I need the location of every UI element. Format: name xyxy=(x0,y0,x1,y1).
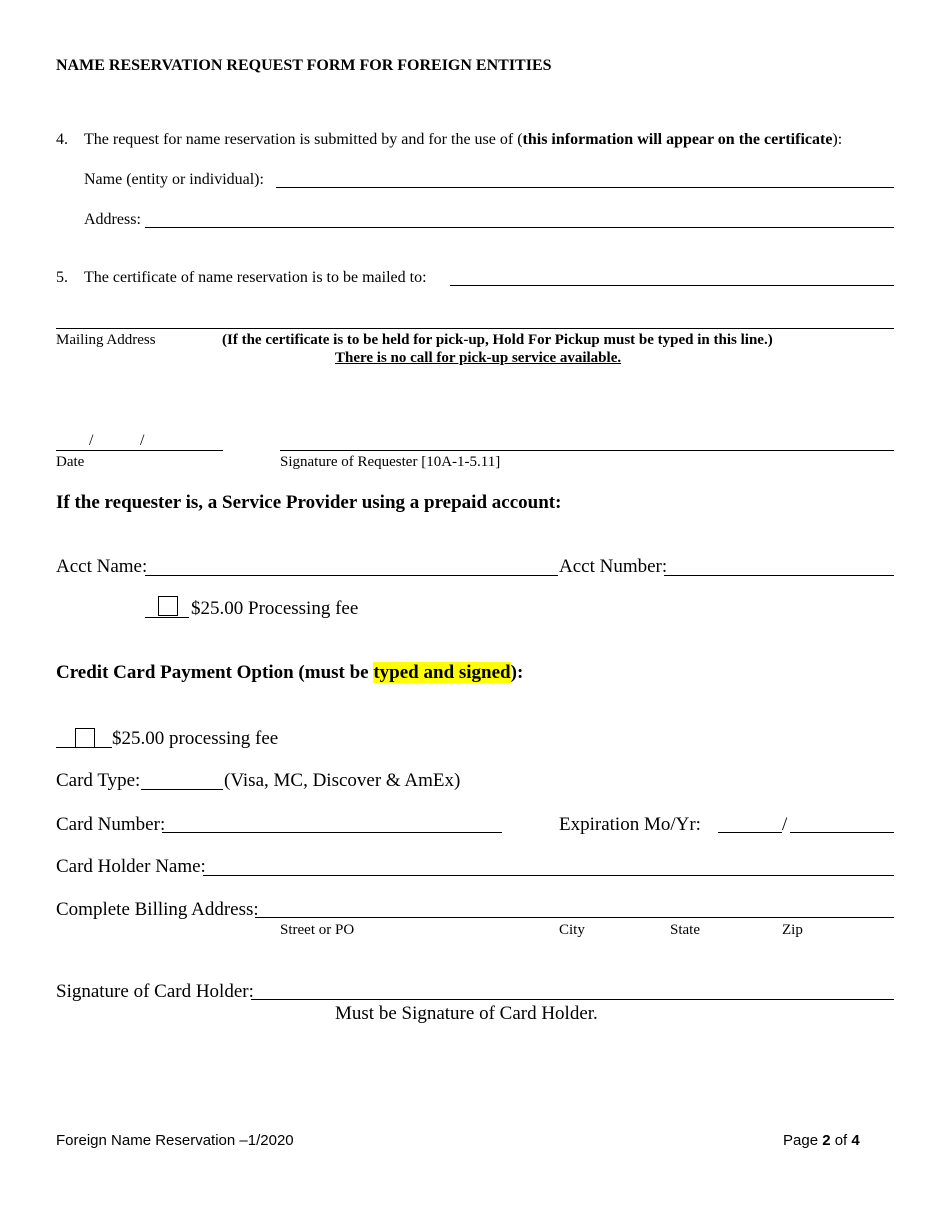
card-number-input-line[interactable] xyxy=(162,832,502,833)
card-holder-signature-label: Signature of Card Holder: xyxy=(56,981,254,1002)
requester-signature-line[interactable] xyxy=(280,450,894,451)
credit-card-heading: Credit Card Payment Option (must be typed and signed): xyxy=(56,662,524,683)
card-holder-signature-line[interactable] xyxy=(251,999,894,1000)
expiration-month-line[interactable] xyxy=(718,832,782,833)
footer-page-number: Page 2 of 4 xyxy=(783,1132,860,1149)
acct-name-label: Acct Name: xyxy=(56,556,148,577)
footer-form-version: Foreign Name Reservation –1/2020 xyxy=(56,1132,294,1149)
no-pickup-service-note: There is no call for pick-up service available. xyxy=(335,350,622,366)
acct-number-input-line[interactable] xyxy=(664,575,894,576)
acct-number-label: Acct Number: xyxy=(559,556,668,577)
address-label: Address: xyxy=(84,211,141,228)
card-number-label: Card Number: xyxy=(56,814,166,835)
billing-street-caption: Street or PO xyxy=(280,922,355,938)
mailing-address-input-line[interactable] xyxy=(56,328,894,329)
card-holder-name-label: Card Holder Name: xyxy=(56,856,206,877)
mailing-address-label: Mailing Address xyxy=(56,332,156,348)
expiration-year-line[interactable] xyxy=(790,832,894,833)
credit-fee-label: $25.00 processing fee xyxy=(112,728,279,749)
date-slash-2: / xyxy=(140,432,145,449)
billing-zip-caption: Zip xyxy=(782,922,803,938)
section-5-number: 5. xyxy=(56,269,68,286)
card-type-hint: (Visa, MC, Discover & AmEx) xyxy=(224,770,461,791)
date-label: Date xyxy=(56,454,85,470)
card-holder-name-input-line[interactable] xyxy=(203,875,894,876)
card-type-input-line[interactable] xyxy=(141,789,223,790)
billing-state-caption: State xyxy=(670,922,700,938)
section-4-intro: The request for name reservation is submitted by and for the use of (this information will appear on the certificate): xyxy=(84,131,843,148)
expiration-slash: / xyxy=(782,814,788,835)
date-slash-1: / xyxy=(89,432,94,449)
page-title: NAME RESERVATION REQUEST FORM FOR FOREIGN ENTITIES xyxy=(56,57,552,74)
prepaid-fee-checkbox[interactable] xyxy=(158,596,178,616)
prepaid-fee-label: $25.00 Processing fee xyxy=(191,598,359,619)
date-input-line[interactable] xyxy=(56,450,223,451)
service-provider-heading: If the requester is, a Service Provider using a prepaid account: xyxy=(56,492,562,513)
expiration-label: Expiration Mo/Yr: xyxy=(559,814,701,835)
billing-city-caption: City xyxy=(559,922,585,938)
name-label: Name (entity or individual): xyxy=(84,171,264,188)
card-holder-signature-note: Must be Signature of Card Holder. xyxy=(335,1003,598,1024)
card-type-label: Card Type: xyxy=(56,770,141,791)
billing-address-label: Complete Billing Address: xyxy=(56,899,259,920)
name-input-line[interactable] xyxy=(276,187,894,188)
mailed-to-label: The certificate of name reservation is to be mailed to: xyxy=(84,269,427,286)
section-4-number: 4. xyxy=(56,131,68,148)
address-input-line[interactable] xyxy=(145,227,894,228)
requester-signature-label: Signature of Requester [10A-1-5.11] xyxy=(280,454,501,470)
acct-name-input-line[interactable] xyxy=(145,575,558,576)
credit-fee-checkbox[interactable] xyxy=(75,728,95,748)
billing-address-input-line[interactable] xyxy=(255,917,894,918)
prepaid-fee-underline xyxy=(145,617,189,618)
mailed-to-input-line[interactable] xyxy=(450,285,894,286)
hold-for-pickup-note: (If the certificate is to be held for pick-up, Hold For Pickup must be typed in this line.) xyxy=(222,332,773,348)
